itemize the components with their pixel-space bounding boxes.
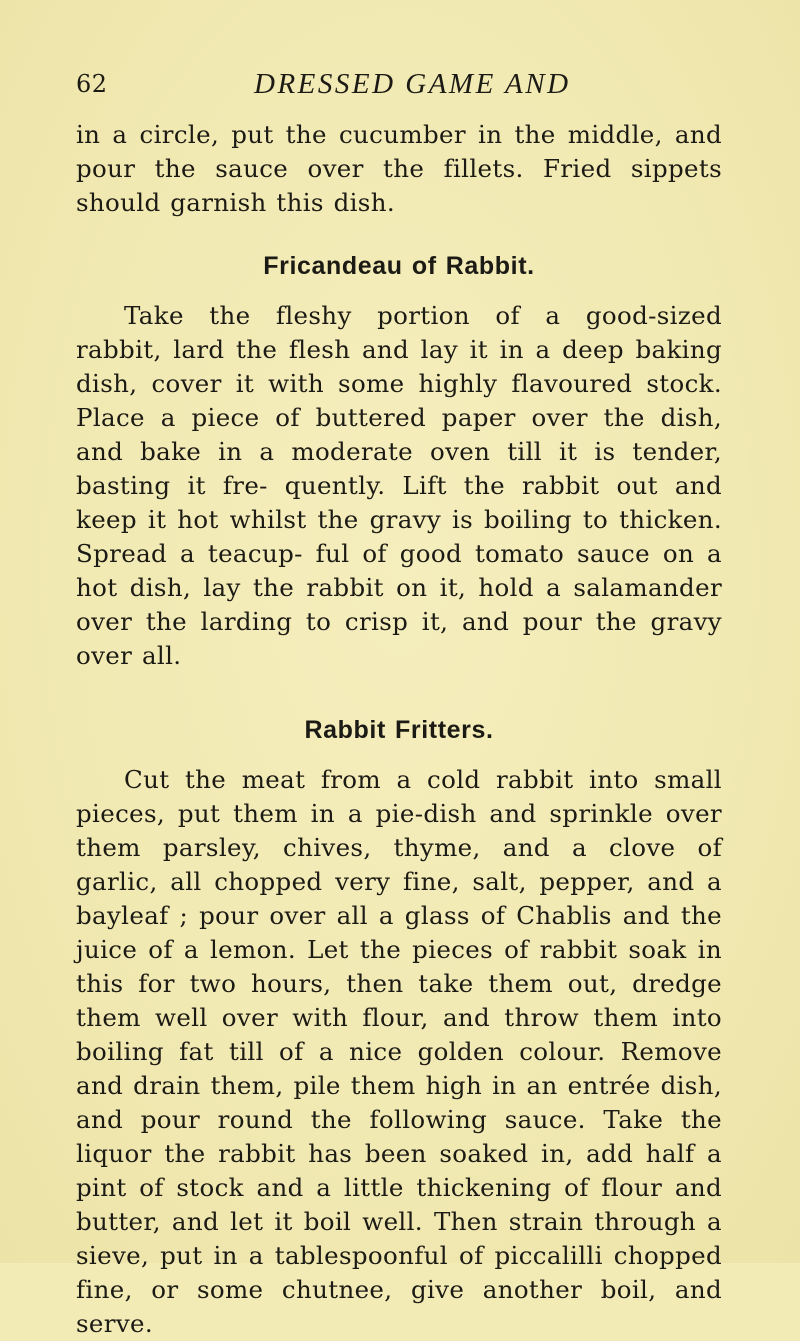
page-body [76, 118, 722, 1341]
recipe-heading-fritters: Rabbit Fritters. [304, 716, 494, 744]
recipe-paragraph-fritters: Cut the meat from a cold rabbit into small pieces, put them in a pie-dish and sprinkle over them parsley, chives, thyme, and a clove of garlic, all chopped very fine, salt, pepper, and a bayleaf ; pour over all a glass of Chablis and the juice of a lemon. Let the pieces of rabbit soak in this for two hours, then take them out, dredge them well over with flour, and throw them into boiling fat till of a nice golden colour. Remove and drain them, pile them high in an entrée dish, and pour round the following sauce. Take the liquor the rabbit has been soaked in, add half a pint of stock and a little thickening of flour and butter, and let it boil well. Then strain through a sieve, put in a tablespoonful of piccalilli chopped fine, or some chutnee, give another boil, and serve. [76, 765, 722, 1338]
intro-paragraph: in a circle, put the cucumber in the middle, and pour the sauce over the fillets. Fried sippets should garnish this dish. [76, 120, 722, 217]
recipe-heading-fricandeau: Fricandeau of Rabbit. [263, 252, 535, 280]
page-number: 62 [76, 70, 108, 98]
page-header [76, 70, 724, 110]
recipe-paragraph-fricandeau: Take the fleshy portion of a good-sized rabbit, lard the flesh and lay it in a deep baking dish, cover it with some highly flavoured stock. Place a piece of buttered paper over the dish, and bake in a moderate oven till it is tender, basting it fre- quently. Lift the rabbit out and keep it hot whilst the gravy is boiling to thicken. Spread a teacup- ful of good tomato sauce on a hot dish, lay the rabbit on it, hold a salamander over the larding to crisp it, and pour the gravy over all. [76, 301, 722, 670]
running-head: DRESSED GAME AND [254, 68, 571, 100]
